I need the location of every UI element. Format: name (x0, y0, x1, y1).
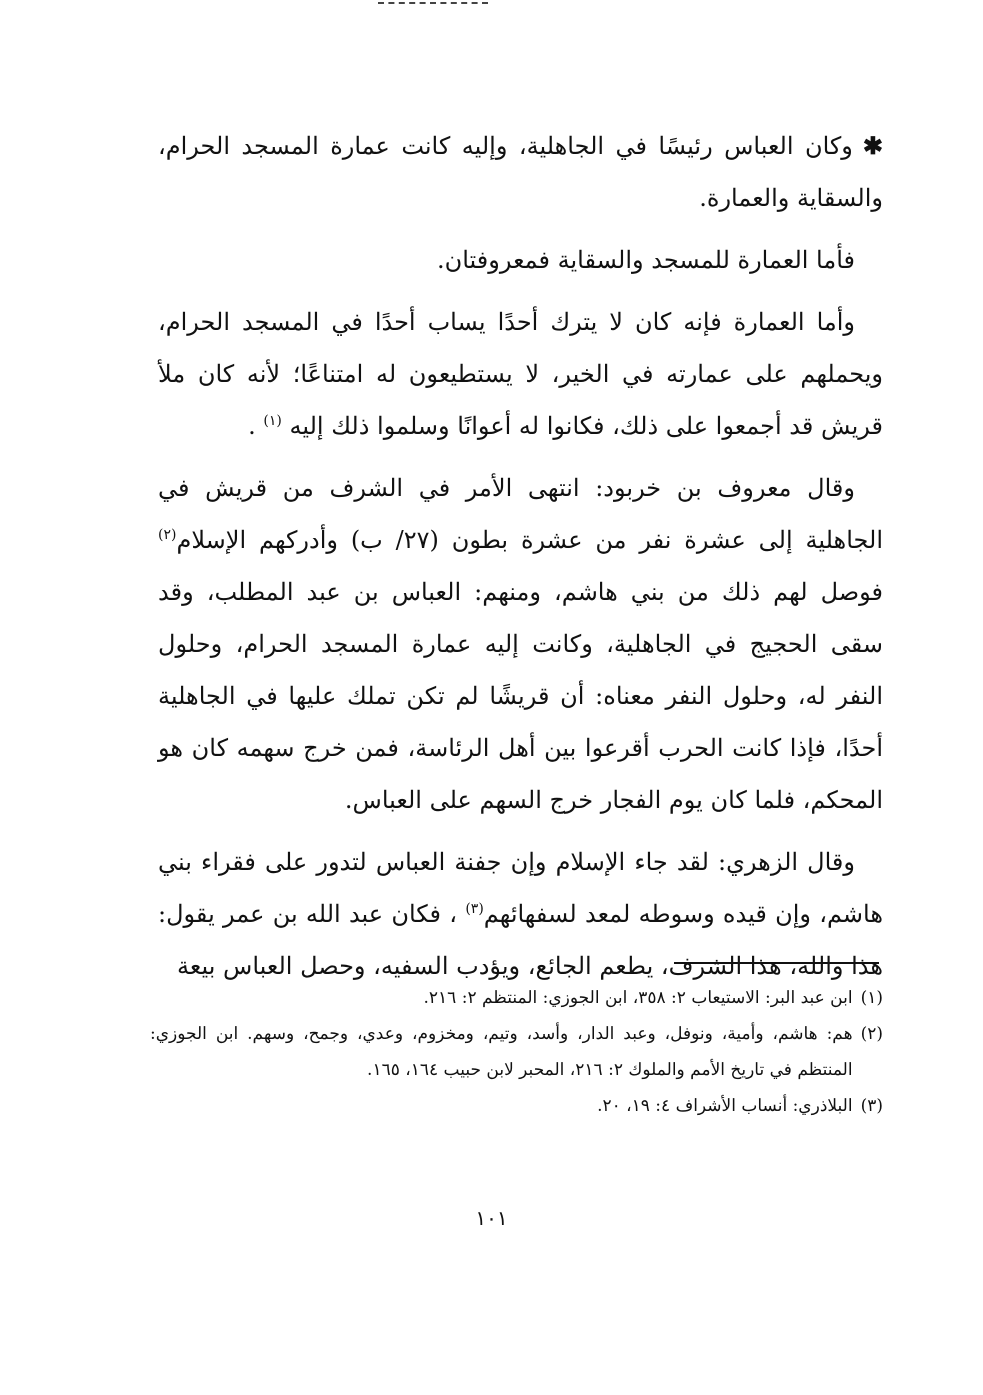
paragraph-text: وأما العمارة فإنه كان لا يترك أحدًا يساب أحدًا في المسجد الحرام، ويحملهم على عمارته في الخير، لا يستطيعون له امتناعًا؛ لأنه كان ملأ قريش قد أجمعوا على ذلك، فكانوا له أعوانًا وسلموا ذلك إليه (158, 308, 883, 440)
footnote-text: هم: هاشم، وأمية، ونوفل، وعبد الدار، وأسد، وتيم، ومخزوم، وعدي، وجمح، وسهم. ابن الجوزي: المنتظم في تاريخ الأمم والملوك ٢: ٢١٦، المحبر لابن حبيب ١٦٤، ١٦٥. (150, 1024, 853, 1080)
asterisk-icon: ✱ (862, 131, 884, 160)
top-edge-marks (378, 2, 488, 8)
footnote-2 (150, 1016, 883, 1088)
paragraph-tail: ، فكان عبد الله بن عمر يقول: هذا والله، هذا الشرف، يطعم الجائع، ويؤدب السفيه، وحصل العباس بيعة (158, 900, 883, 980)
paragraph-text: وقال الزهري: لقد جاء الإسلام وإن جفنة العباس لتدور على فقراء بني هاشم، وإن قيده وسوطه لمعد لسفهائهم (158, 848, 884, 928)
paragraph-text: فأما العمارة للمسجد والسقاية فمعروفتان. (436, 246, 855, 274)
footnote-number: (٢) (860, 1024, 883, 1044)
footnotes (150, 980, 883, 1124)
paragraph-text: وكان العباس رئيسًا في الجاهلية، وإليه كانت عمارة المسجد الحرام، والسقاية والعمارة. (158, 132, 883, 212)
paragraph-2 (158, 234, 883, 286)
paragraph-1 (158, 120, 883, 224)
footnote-number: (١) (860, 988, 883, 1008)
paragraph-4 (158, 462, 883, 826)
footnote-number: (٣) (860, 1096, 883, 1116)
paragraph-3 (158, 296, 883, 452)
footnote-ref-3[interactable]: (٣) (465, 901, 484, 917)
paragraph-text: وقال معروف بن خربود: انتهى الأمر في الشرف من قريش في الجاهلية إلى عشرة نفر من عشرة بطون (٢٧/ ب) وأدركهم الإسلام (158, 474, 883, 554)
paragraph-tail: . (248, 412, 256, 440)
paragraph-tail: فوصل لهم ذلك من بني هاشم، ومنهم: العباس بن عبد المطلب، وقد سقى الحجيج في الجاهلية، وكانت إليه عمارة المسجد الحرام، وحلول النفر له، وحلول النفر معناه: أن قريشًا لم تكن تملك عليها في الجاهلية أحدًا، فإذا كانت الحرب أقرعوا بين أهل الرئاسة، فمن خرج سهمه كان هو المحكم، فلما كان يوم الفجار خرج السهم على العباس. (158, 578, 884, 814)
paragraph-5 (158, 836, 883, 992)
page-number: ١٠١ (475, 1206, 508, 1230)
footnote-divider (674, 962, 879, 964)
footnote-3 (150, 1088, 883, 1124)
footnote-text: البلاذري: أنساب الأشراف ٤: ١٩، ٢٠. (597, 1096, 853, 1116)
main-text (158, 120, 883, 1002)
footnote-1 (150, 980, 883, 1016)
footnote-ref-1[interactable]: (١) (263, 413, 282, 429)
footnote-ref-2[interactable]: (٢) (158, 527, 177, 543)
footnote-text: ابن عبد البر: الاستيعاب ٢: ٣٥٨، ابن الجوزي: المنتظم ٢: ٢١٦. (423, 988, 853, 1008)
